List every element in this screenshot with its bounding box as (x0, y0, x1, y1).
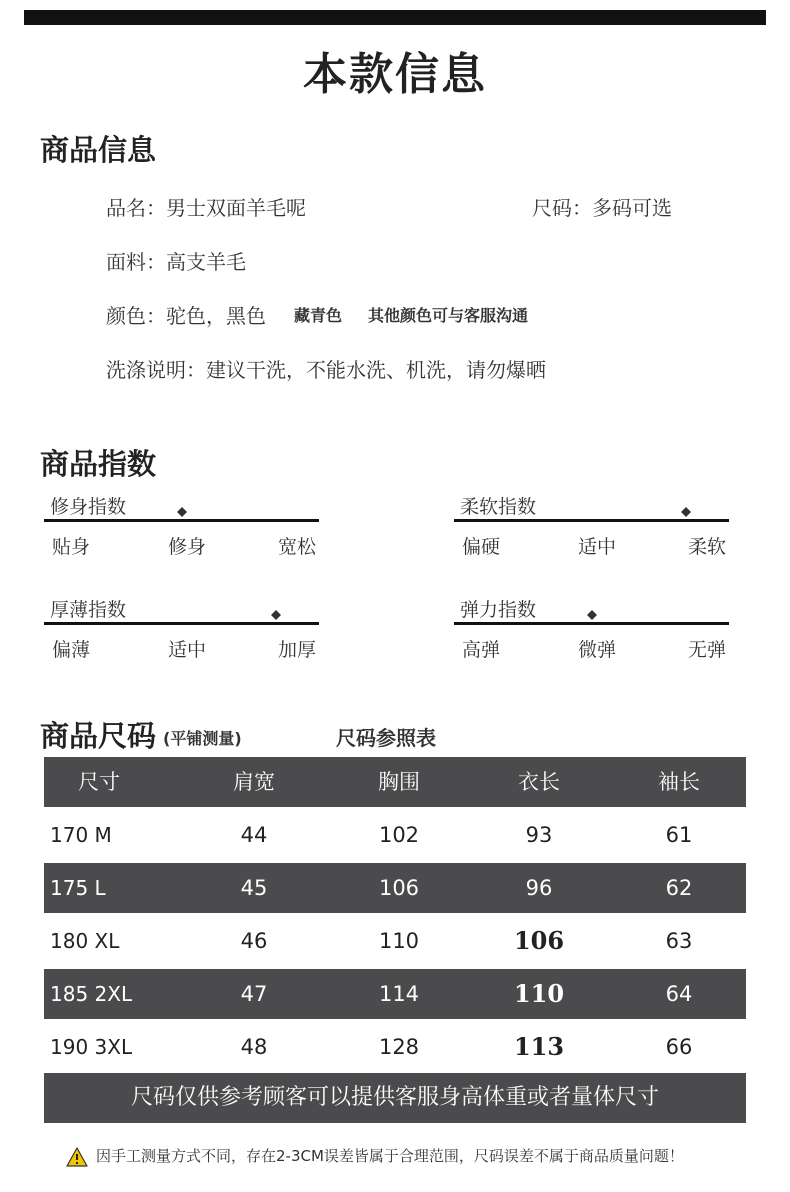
table-cell: 170 M (50, 823, 112, 847)
table-cell: 64 (665, 982, 693, 1006)
index-tick: 微弹 (578, 639, 617, 661)
table-cell: 102 (378, 823, 420, 847)
size-note-bar: 尺码仅供参考顾客可以提供客服身高体重或者量体尺寸 (44, 1073, 746, 1123)
index-marker-icon (681, 507, 691, 517)
header-cell: 肩宽 (233, 770, 275, 794)
header-cell: 尺寸 (78, 770, 120, 794)
product-wash: 洗涤说明：建议干洗，不能水洗、机洗，请勿爆晒 (106, 358, 546, 382)
table-cell: 113 (513, 1032, 565, 1061)
index-tick: 加厚 (278, 639, 317, 661)
product-color-note: 其他颜色可与客服沟通 (368, 306, 529, 325)
index-marker-icon (271, 610, 281, 620)
index-tick: 无弹 (688, 639, 727, 661)
index-label: 弹力指数 (460, 599, 537, 621)
index-tick: 适中 (168, 639, 207, 661)
table-cell: 66 (665, 1035, 693, 1059)
size-ref-title: 尺码参照表 (336, 726, 436, 750)
table-cell: 180 XL (50, 929, 120, 953)
table-row (44, 863, 746, 913)
index-tick: 贴身 (52, 536, 91, 558)
table-cell: 93 (525, 823, 553, 847)
index-tick: 高弹 (462, 639, 501, 661)
table-cell: 114 (378, 982, 420, 1006)
table-cell: 62 (665, 876, 693, 900)
index-marker-icon (177, 507, 187, 517)
header-cell: 袖长 (658, 770, 700, 794)
product-color: 颜色：驼色，黑色 (106, 304, 266, 328)
index-line (44, 622, 319, 625)
table-cell: 185 2XL (50, 982, 133, 1006)
index-tick: 柔软 (688, 536, 727, 558)
table-cell: 48 (240, 1035, 268, 1059)
size-subtitle: (平铺测量) (163, 729, 242, 748)
table-row (44, 810, 746, 860)
table-cell: 44 (240, 823, 268, 847)
table-row (44, 969, 746, 1019)
fit-index (44, 492, 319, 572)
index-tick: 偏硬 (462, 536, 501, 558)
index-tick: 适中 (578, 536, 617, 558)
index-marker-icon (587, 610, 597, 620)
product-fabric: 面料：高支羊毛 (106, 250, 246, 274)
table-row (44, 916, 746, 966)
table-cell: 110 (378, 929, 420, 953)
product-info-title: 商品信息 (40, 133, 157, 167)
indices-title: 商品指数 (40, 447, 157, 481)
table-cell: 175 L (50, 876, 106, 900)
index-label: 柔软指数 (460, 496, 537, 518)
page-title: 本款信息 (303, 49, 487, 100)
index-line (454, 519, 729, 522)
table-cell: 63 (665, 929, 693, 953)
table-row (44, 1022, 746, 1072)
warning-text: 因手工测量方式不同，存在2-3CM误差皆属于合理范围，尺码误差不属于商品质量问题！ (96, 1147, 684, 1165)
index-label: 修身指数 (50, 496, 127, 518)
table-header-row (44, 757, 746, 807)
elasticity-index (454, 595, 729, 675)
table-cell: 45 (240, 876, 268, 900)
header-cell: 胸围 (378, 770, 420, 794)
table-cell: 106 (513, 926, 565, 955)
table-cell: 96 (525, 876, 553, 900)
table-cell: 61 (665, 823, 693, 847)
index-tick: 宽松 (278, 536, 317, 558)
product-color-extra: 藏青色 (294, 306, 343, 325)
product-size: 尺码：多码可选 (532, 196, 672, 220)
softness-index (454, 492, 729, 572)
index-line (44, 519, 319, 522)
header-cell: 衣长 (518, 770, 560, 794)
index-line (454, 622, 729, 625)
table-cell: 190 3XL (50, 1035, 133, 1059)
index-tick: 偏薄 (52, 639, 91, 661)
product-name: 品名：男士双面羊毛呢 (106, 196, 306, 220)
table-cell: 110 (513, 979, 565, 1008)
size-title: 商品尺码 (40, 719, 157, 753)
table-cell: 106 (378, 876, 420, 900)
index-tick: 修身 (168, 536, 207, 558)
index-label: 厚薄指数 (50, 599, 127, 621)
thickness-index (44, 595, 319, 675)
top-bar (24, 10, 766, 25)
warning-icon (66, 1147, 88, 1167)
table-cell: 128 (378, 1035, 420, 1059)
table-cell: 47 (240, 982, 268, 1006)
table-cell: 46 (240, 929, 268, 953)
